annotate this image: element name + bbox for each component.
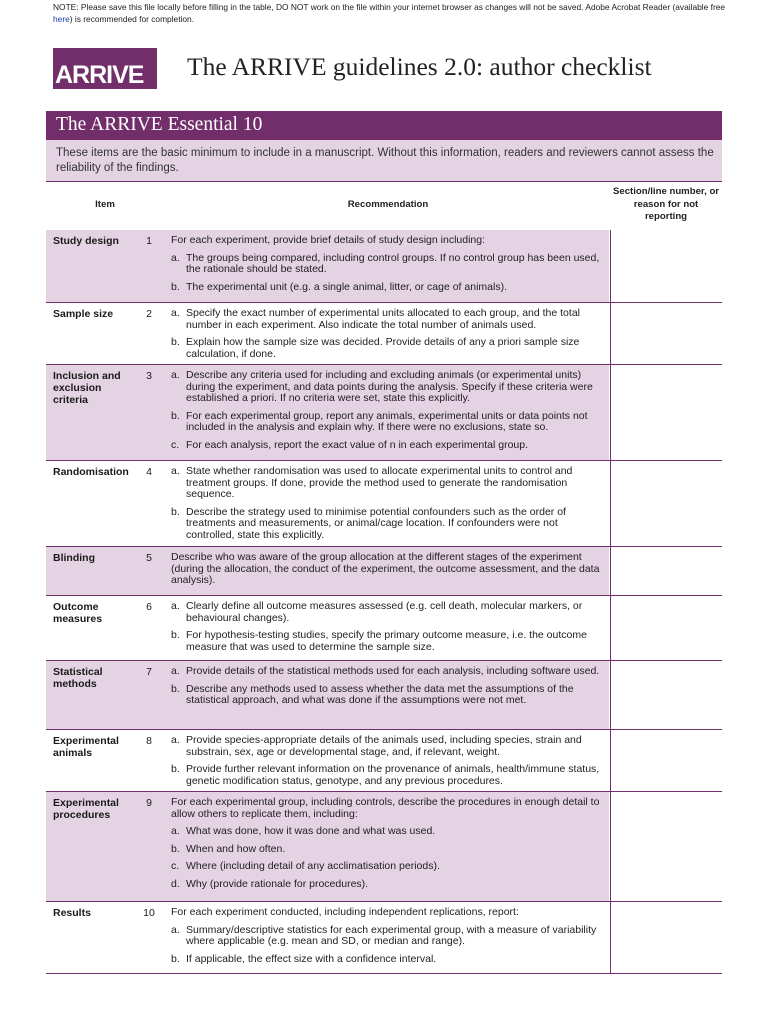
sub-recommendation: [171, 601, 603, 624]
sub-letter: a.: [171, 734, 180, 746]
section-line-input[interactable]: [610, 461, 722, 546]
item-name: Statistical methods: [53, 666, 103, 690]
save-notice-text-end: ) is recommended for completion.: [69, 14, 195, 24]
sub-letter: b.: [171, 952, 180, 965]
recommendation-lead: For each experimental group, including controls, describe the procedures in enough detail to allow others to replicate them, including:: [171, 796, 600, 820]
sub-text: For each analysis, report the exact value of n in each experimental group.: [186, 438, 529, 451]
item-number: 1: [146, 235, 152, 247]
recommendation: [171, 797, 603, 890]
item-name: Sample size: [53, 308, 114, 320]
sub-text: Summary/descriptive statistics for each experimental group, with a measure of variability where applicable (e.g. mean and SD, or median and range).: [186, 923, 597, 947]
sub-text: The groups being compared, including control groups. If no control group has been used, the rationale should be stated.: [186, 251, 600, 275]
sub-letter: b.: [171, 409, 180, 422]
sub-text: If applicable, the effect size with a confidence interval.: [186, 952, 437, 965]
sub-text: Provide species-appropriate details of the animals used, including species, strain and substrain, sex, age or developmental stage, and, if relevant, weight.: [186, 734, 582, 758]
sub-recommendation: [171, 684, 603, 707]
sub-recommendation: [171, 826, 603, 838]
sub-letter: b.: [171, 763, 180, 775]
recommendation: [171, 552, 603, 587]
sub-recommendation: [171, 954, 603, 966]
item-name: Inclusion and exclusion criteria: [53, 370, 121, 406]
sub-letter: a.: [171, 465, 180, 477]
table-row: [46, 902, 722, 974]
recommendation-lead: Describe who was aware of the group allocation at the different stages of the experiment (during the allocation, the conduct of the experiment, the outcome assessment, and the data analysis).: [171, 551, 600, 586]
sub-text: The experimental unit (e.g. a single animal, litter, or cage of animals).: [186, 280, 507, 293]
sub-text: State whether randomisation was used to allocate experimental units to control and treatment groups. If done, provide the method used to generate the randomisation sequence.: [186, 465, 573, 500]
item-number: 6: [146, 601, 152, 613]
item-name: Randomisation: [53, 466, 129, 478]
section-line-input[interactable]: [610, 902, 722, 973]
section-line-input[interactable]: [610, 792, 722, 901]
sub-letter: a.: [171, 369, 180, 381]
table-row: [46, 230, 722, 303]
item-number: 8: [146, 735, 152, 747]
acrobat-download-link[interactable]: here: [53, 14, 70, 24]
sub-text: When and how often.: [186, 842, 286, 855]
sub-text: Provide details of the statistical methods used for each analysis, including software used.: [186, 665, 600, 677]
column-header-section-line: Section/line number, or reason for not reporting: [612, 186, 720, 222]
sub-letter: b.: [171, 336, 180, 348]
recommendation: [171, 735, 603, 787]
sub-text: What was done, how it was done and what was used.: [186, 825, 436, 837]
sub-recommendation: [171, 630, 603, 653]
table-row: [46, 547, 722, 596]
sub-letter: b.: [171, 842, 180, 855]
section-line-input[interactable]: [610, 303, 722, 364]
sub-recommendation: [171, 370, 603, 405]
sub-letter: a.: [171, 665, 180, 677]
item-number: 2: [146, 308, 152, 320]
page-title: The ARRIVE guidelines 2.0: author checklist: [187, 52, 652, 81]
table-row: [46, 792, 722, 902]
column-header-recommendation: Recommendation: [347, 199, 429, 210]
sub-text: Why (provide rationale for procedures).: [186, 877, 369, 890]
sub-text: Where (including detail of any acclimatisation periods).: [186, 860, 440, 872]
section-header: [46, 111, 722, 140]
arrive-logo-text: ARRIVE: [55, 61, 144, 89]
recommendation-lead: For each experiment conducted, including independent replications, report:: [171, 906, 519, 918]
sub-recommendation: [171, 440, 603, 452]
item-name: Results: [53, 907, 91, 919]
sub-recommendation: [171, 308, 603, 331]
sub-letter: c.: [171, 860, 180, 872]
item-number: 10: [143, 907, 155, 919]
sub-recommendation: [171, 282, 603, 294]
sub-recommendation: [171, 507, 603, 542]
sub-recommendation: [171, 844, 603, 856]
recommendation: [171, 370, 603, 451]
sub-recommendation: [171, 337, 603, 360]
section-line-input[interactable]: [610, 230, 722, 302]
section-title: The ARRIVE Essential 10: [56, 114, 263, 135]
sub-recommendation: [171, 764, 603, 787]
sub-recommendation: [171, 735, 603, 758]
sub-text: Specify the exact number of experimental units allocated to each group, and the total number in each experiment. Also indicate the total number of animals used.: [186, 307, 580, 331]
item-name: Blinding: [53, 552, 95, 564]
checklist-table: [46, 230, 722, 974]
item-name: Experimental procedures: [53, 797, 119, 821]
section-intro-text: These items are the basic minimum to include in a manuscript. Without this information, readers and reviewers cannot assess the reliability of the findings.: [56, 147, 714, 174]
recommendation-lead: For each experiment, provide brief details of study design including:: [171, 234, 486, 246]
recommendation: [171, 907, 603, 965]
table-row: [46, 461, 722, 547]
sub-text: For hypothesis-testing studies, specify the primary outcome measure, i.e. the outcome measure that was used to determine the sample size.: [186, 629, 587, 653]
sub-recommendation: [171, 253, 603, 276]
sub-recommendation: [171, 666, 603, 678]
sub-letter: b.: [171, 505, 180, 518]
table-row: [46, 303, 722, 365]
sub-letter: a.: [171, 307, 180, 319]
sub-letter: a.: [171, 600, 180, 612]
recommendation: [171, 308, 603, 360]
item-number: 9: [146, 797, 152, 809]
sub-letter: b.: [171, 280, 180, 293]
recommendation: [171, 666, 603, 707]
section-line-input[interactable]: [610, 661, 722, 729]
sub-recommendation: [171, 411, 603, 434]
sub-text: Explain how the sample size was decided. Provide details of any a priori sample size calculation, if done.: [186, 336, 580, 360]
item-name: Study design: [53, 235, 119, 247]
sub-letter: a.: [171, 825, 180, 837]
sub-recommendation: [171, 925, 603, 948]
sub-letter: b.: [171, 682, 180, 695]
sub-letter: a.: [171, 923, 180, 936]
item-number: 7: [146, 666, 152, 678]
recommendation: [171, 601, 603, 653]
sub-recommendation: [171, 879, 603, 891]
sub-text: Provide further relevant information on the provenance of animals, health/immune status, genetic modification status, genotype, and any previous procedures.: [186, 763, 600, 787]
table-row: [46, 661, 722, 730]
item-number: 4: [146, 466, 152, 478]
sub-text: Describe the strategy used to minimise potential confounders such as the order of treatments and measurements, or animal/cage location. If confounders were not controlled, state this explicitly.: [186, 505, 566, 541]
table-row: [46, 365, 722, 461]
sub-text: Describe any methods used to assess whether the data met the assumptions of the statistical approach, and what was done if the assumptions were not met.: [186, 682, 574, 706]
section-intro: [46, 140, 722, 182]
sub-text: Describe any criteria used for including and excluding animals (or experimental units) during the experiment, and data points during the analysis. Specify if these criteria were established a priori. If no criteria were set, state this explicitly.: [186, 369, 593, 404]
section-line-input[interactable]: [610, 365, 722, 460]
item-name: Outcome measures: [53, 601, 103, 625]
recommendation: [171, 235, 603, 293]
table-row: [46, 730, 722, 792]
section-line-input[interactable]: [610, 596, 722, 660]
table-row: [46, 596, 722, 661]
sub-text: Clearly define all outcome measures assessed (e.g. cell death, molecular markers, or behavioural changes).: [186, 600, 583, 624]
save-notice-text: NOTE: Please save this file locally before filling in the table, DO NOT work on the file within your internet browser as changes will not be saved. Adobe Acrobat Reader (available free: [53, 2, 726, 12]
sub-letter: c.: [171, 438, 180, 451]
section-line-input[interactable]: [610, 547, 722, 595]
recommendation: [171, 466, 603, 541]
item-number: 5: [146, 552, 152, 564]
column-header-item: Item: [95, 199, 115, 210]
sub-recommendation: [171, 861, 603, 873]
section-line-input[interactable]: [610, 730, 722, 791]
item-number: 3: [146, 370, 152, 382]
sub-letter: d.: [171, 877, 180, 890]
arrive-logo: [53, 48, 157, 89]
sub-text: For each experimental group, report any animals, experimental units or data points not included in the analysis and explain why. If there were no exclusions, state so.: [186, 409, 588, 433]
item-name: Experimental animals: [53, 735, 119, 759]
sub-letter: b.: [171, 629, 180, 641]
sub-recommendation: [171, 466, 603, 501]
sub-letter: a.: [171, 251, 180, 264]
save-notice: [53, 1, 733, 25]
